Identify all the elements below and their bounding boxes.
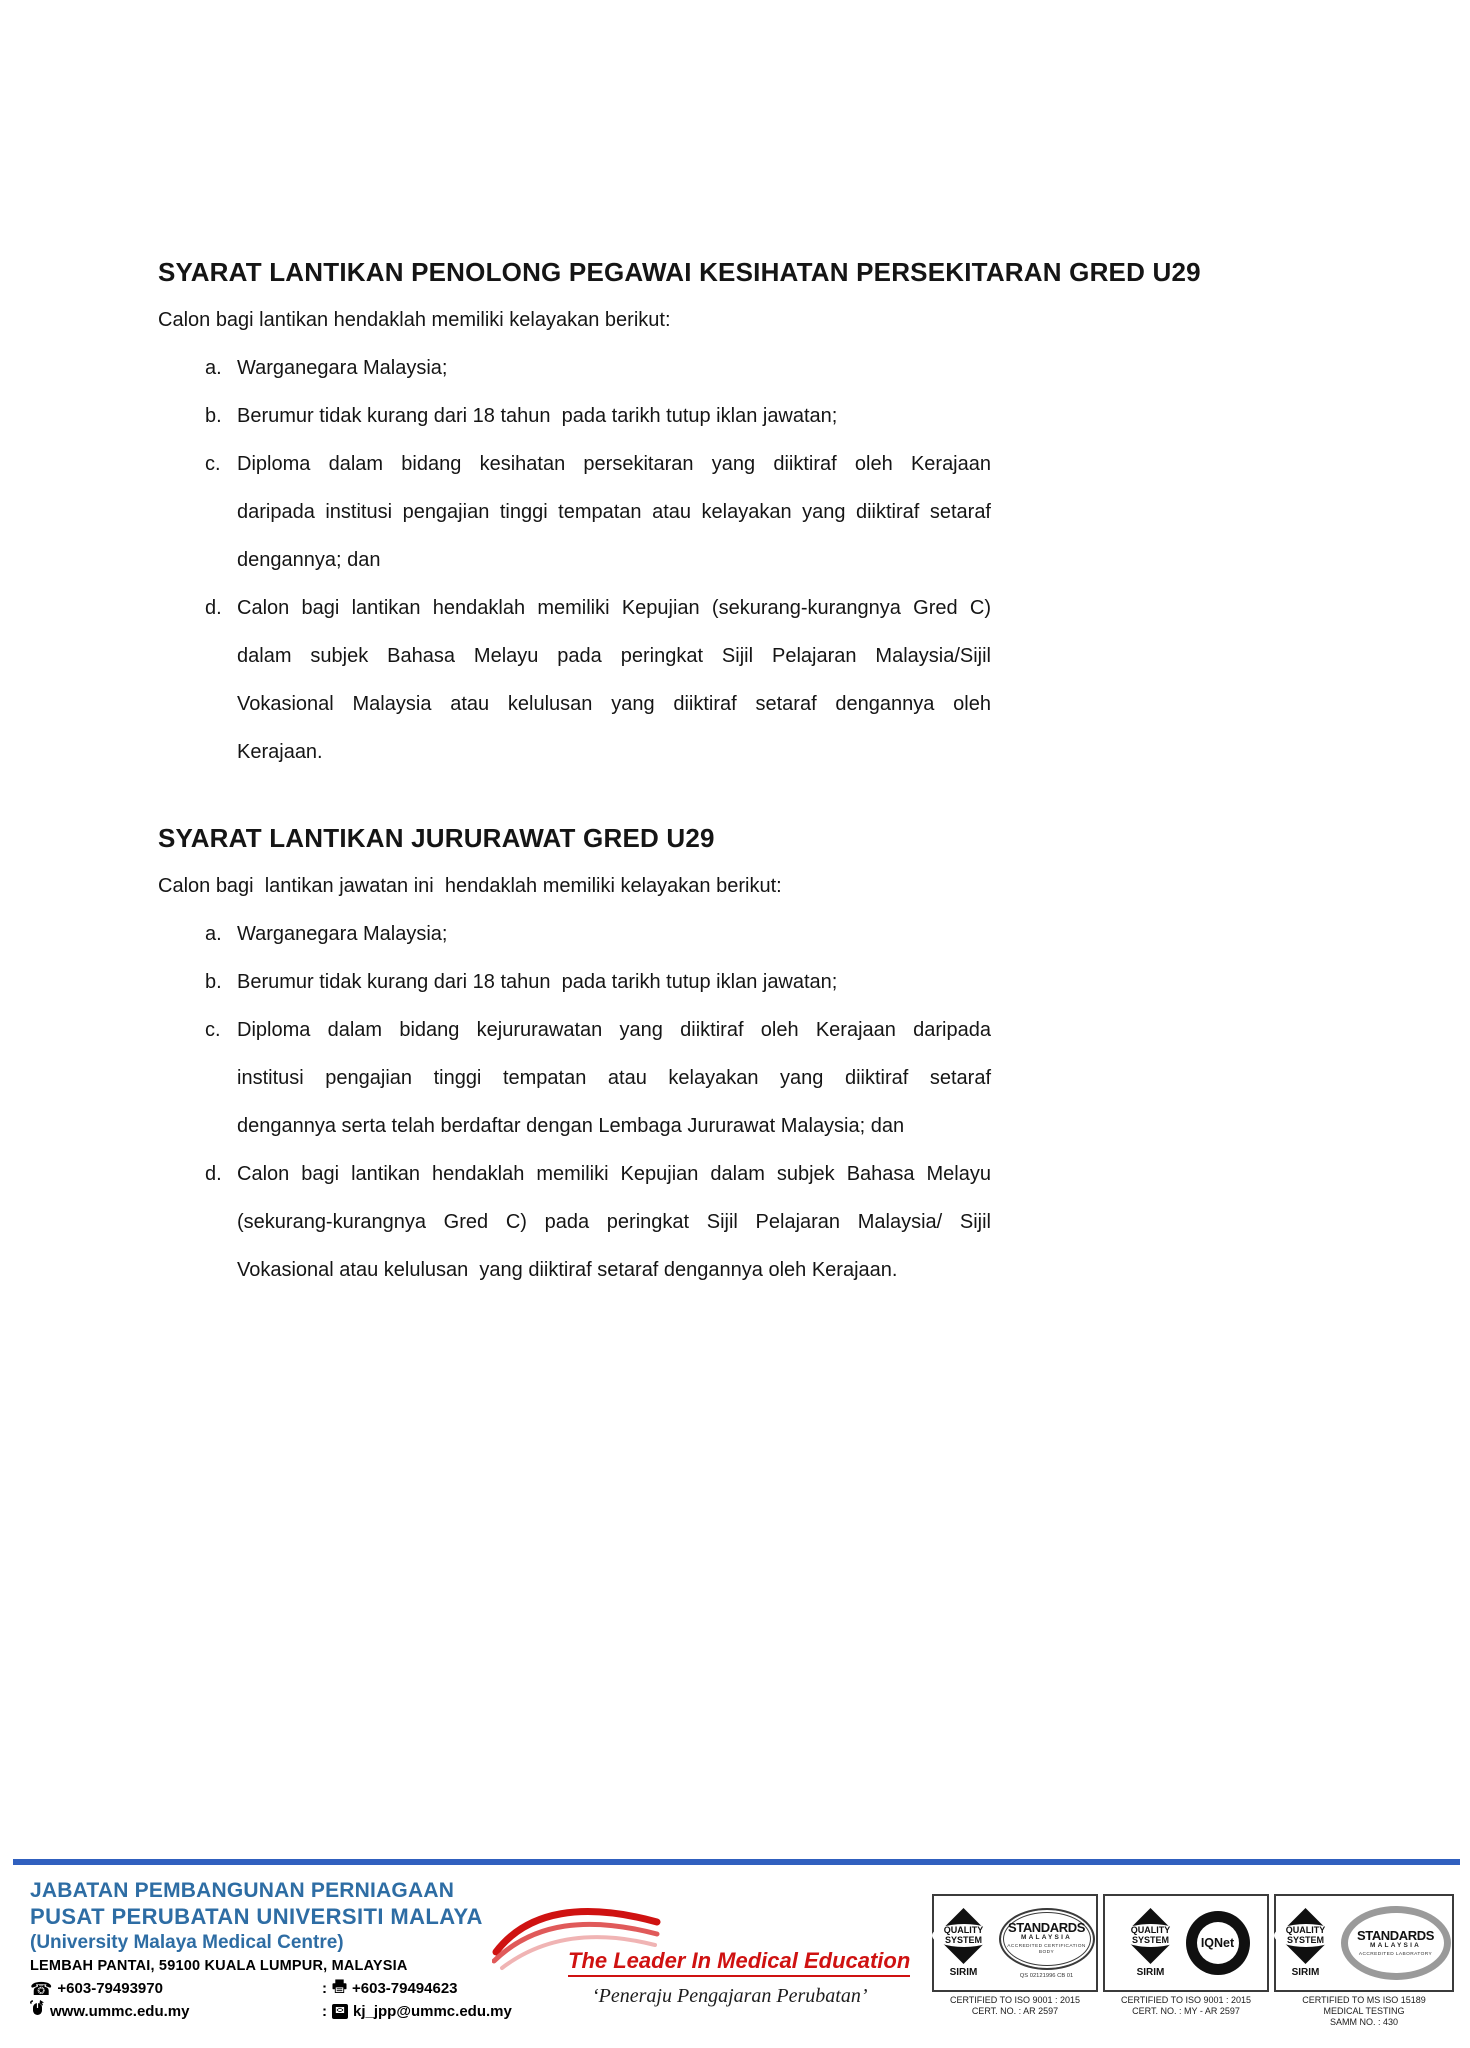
email-envelope-icon: ✉ bbox=[332, 2004, 348, 2019]
sirim-label: SIRIM bbox=[1291, 1967, 1320, 1978]
standards-malaysia-seal bbox=[999, 1908, 1095, 1970]
seal-subtitle: MALAYSIA bbox=[1370, 1941, 1421, 1949]
badge-seal bbox=[999, 1908, 1095, 1979]
list-item-line: Warganegara Malaysia; bbox=[237, 357, 448, 379]
list-item-letter: b. bbox=[205, 405, 222, 427]
email-separator: : bbox=[322, 2003, 327, 2020]
badge-caption-line: SAMM NO. : 430 bbox=[1329, 2017, 1399, 2027]
contact-row-web-email bbox=[30, 2000, 512, 2023]
list-item-line: Berumur tidak kurang dari 18 tahun pada tarikh tutup iklan jawatan; bbox=[237, 971, 838, 993]
list-item-letter: a. bbox=[205, 357, 222, 379]
iqnet-seal bbox=[1186, 1911, 1250, 1975]
motto-title: The Leader In Medical Education bbox=[568, 1948, 910, 1977]
requirement-list bbox=[158, 910, 991, 1294]
sirim-quality-system-mark bbox=[1123, 1908, 1179, 1978]
fax-separator: : bbox=[322, 1980, 327, 1997]
section-intro: Calon bagi lantikan jawatan ini hendaklah memiliki kelayakan berikut: bbox=[158, 875, 782, 897]
diamond-band-word: SYSTEM bbox=[1131, 1934, 1169, 1945]
badge-frame bbox=[1103, 1894, 1269, 1992]
iqnet-label: IQNet bbox=[1197, 1922, 1239, 1964]
computer-mouse-icon bbox=[30, 2000, 45, 2023]
certification-badge bbox=[932, 1894, 1098, 2017]
sirim-diamond bbox=[1278, 1908, 1334, 1964]
badge-caption-line: CERT. NO. : MY - AR 2597 bbox=[1132, 2006, 1240, 2016]
list-item-letter: a. bbox=[205, 923, 222, 945]
motto-block bbox=[492, 1898, 952, 2028]
badge-caption-line: CERTIFIED TO ISO 9001 : 2015 bbox=[1120, 1995, 1252, 2005]
list-item-letter: b. bbox=[205, 971, 222, 993]
list-item-line: institusi pengajian tinggi tempatan atau kelayakan yang diiktiraf setaraf bbox=[237, 1067, 991, 1089]
list-item bbox=[158, 344, 991, 392]
fax-number: +603-79494623 bbox=[352, 1980, 458, 1997]
list-item-line: Warganegara Malaysia; bbox=[237, 923, 448, 945]
seal-code: QS 02121996 CB 01 bbox=[1019, 1972, 1074, 1979]
list-item bbox=[158, 958, 991, 1006]
badge-caption-line: CERTIFIED TO ISO 9001 : 2015 bbox=[949, 1995, 1081, 2005]
list-item-letter: d. bbox=[205, 1163, 222, 1185]
badge-seal bbox=[1186, 1911, 1250, 1975]
seal-title: STANDARDS bbox=[1007, 1920, 1086, 1935]
badge-caption-line: CERTIFIED TO MS ISO 15189 bbox=[1302, 1995, 1426, 2005]
diamond-band-word: QUALITY bbox=[943, 1925, 984, 1935]
diamond-band-label bbox=[1119, 1924, 1183, 1947]
contact-row-phone-fax bbox=[30, 1977, 512, 2000]
section-intro: Calon bagi lantikan hendaklah memiliki kelayakan berikut: bbox=[158, 309, 671, 331]
section-heading: SYARAT LANTIKAN JURURAWAT GRED U29 bbox=[158, 823, 715, 853]
website-url: www.ummc.edu.my bbox=[50, 2003, 190, 2020]
email-address: kj_jpp@ummc.edu.my bbox=[353, 2003, 512, 2020]
organization-name-malay: PUSAT PERUBATAN UNIVERSITI MALAYA bbox=[30, 1904, 483, 1929]
section-heading: SYARAT LANTIKAN PENOLONG PEGAWAI KESIHATAN PERSEKITARAN GRED U29 bbox=[158, 257, 1201, 287]
list-item-line: (sekurang-kurangnya Gred C) pada peringkat Sijil Pelajaran Malaysia/ Sijil bbox=[237, 1211, 991, 1233]
badge-caption bbox=[932, 1995, 1098, 2017]
phone-icon: ☎ bbox=[30, 1978, 53, 1999]
list-item-line: Berumur tidak kurang dari 18 tahun pada tarikh tutup iklan jawatan; bbox=[237, 405, 838, 427]
list-item-line: Calon bagi lantikan hendaklah memiliki Kepujian (sekurang-kurangnya Gred C) bbox=[237, 597, 991, 619]
badge-frame bbox=[1274, 1894, 1454, 1992]
list-item bbox=[158, 392, 991, 440]
list-item-line: Vokasional Malaysia atau kelulusan yang diiktiraf setaraf dengannya oleh bbox=[237, 693, 991, 715]
standards-malaysia-seal bbox=[1341, 1906, 1451, 1980]
phone-number: +603-79493970 bbox=[57, 1980, 163, 1997]
footer-organization-block bbox=[30, 1878, 512, 2023]
sirim-quality-system-mark bbox=[1278, 1908, 1334, 1978]
list-item-line: Diploma dalam bidang kejururawatan yang diiktiraf oleh Kerajaan daripada bbox=[237, 1019, 991, 1041]
diamond-band-word: SYSTEM bbox=[1286, 1934, 1324, 1945]
sirim-quality-system-mark bbox=[936, 1908, 992, 1978]
list-item-line: dengannya serta telah berdaftar dengan Lembaga Jururawat Malaysia; dan bbox=[237, 1115, 905, 1137]
organization-name-english: (University Malaya Medical Centre) bbox=[30, 1932, 344, 1953]
list-item-line: Diploma dalam bidang kesihatan persekitaran yang diiktiraf oleh Kerajaan bbox=[237, 453, 991, 475]
seal-ring-text: ACCREDITED LABORATORY bbox=[1358, 1951, 1433, 1957]
badge-frame bbox=[932, 1894, 1098, 1992]
list-item bbox=[158, 440, 991, 584]
list-item-letter: c. bbox=[205, 1019, 221, 1041]
sirim-label: SIRIM bbox=[1136, 1967, 1165, 1978]
diamond-band-word: QUALITY bbox=[1285, 1925, 1326, 1935]
certification-badge bbox=[1103, 1894, 1269, 2017]
badge-caption bbox=[1274, 1995, 1454, 2028]
diamond-band-label bbox=[1274, 1924, 1338, 1947]
list-item bbox=[158, 584, 991, 776]
fax-printer-icon bbox=[332, 1977, 347, 2000]
list-item-line: Kerajaan. bbox=[237, 741, 323, 763]
certification-badge bbox=[1274, 1894, 1454, 2028]
diamond-band-word: QUALITY bbox=[1130, 1925, 1171, 1935]
list-item-line: Vokasional atau kelulusan yang diiktiraf setaraf dengannya oleh Kerajaan. bbox=[237, 1259, 898, 1281]
list-item bbox=[158, 910, 991, 958]
certification-badges bbox=[932, 1894, 1454, 2028]
seal-title: STANDARDS bbox=[1356, 1927, 1435, 1943]
address-line: LEMBAH PANTAI, 59100 KUALA LUMPUR, MALAYSIA bbox=[30, 1958, 408, 1974]
department-name: JABATAN PEMBANGUNAN PERNIAGAAN bbox=[30, 1879, 455, 1902]
sirim-label: SIRIM bbox=[949, 1967, 978, 1978]
list-item-line: daripada institusi pengajian tinggi tempatan atau kelayakan yang diiktiraf setaraf bbox=[237, 501, 991, 523]
sirim-diamond bbox=[936, 1908, 992, 1964]
badge-caption bbox=[1103, 1995, 1269, 2017]
list-item-letter: d. bbox=[205, 597, 222, 619]
seal-ring-text: ACCREDITED CERTIFICATION BODY bbox=[1007, 1944, 1086, 1955]
list-item-line: dengannya; dan bbox=[237, 549, 381, 571]
badge-caption-line: CERT. NO. : AR 2597 bbox=[971, 2006, 1059, 2016]
sirim-diamond bbox=[1123, 1908, 1179, 1964]
diamond-band-word: SYSTEM bbox=[944, 1934, 982, 1945]
document-body bbox=[158, 248, 1201, 1294]
footer-divider-line bbox=[13, 1859, 1460, 1865]
requirement-list bbox=[158, 344, 991, 776]
list-item bbox=[158, 1006, 991, 1150]
motto-tagline: ‘Peneraju Pengajaran Perubatan’ bbox=[592, 1985, 868, 2007]
list-item-letter: c. bbox=[205, 453, 221, 475]
qualification-section bbox=[158, 248, 1201, 776]
badge-caption-line: MEDICAL TESTING bbox=[1323, 2006, 1405, 2016]
list-item-line: dalam subjek Bahasa Melayu pada peringkat Sijil Pelajaran Malaysia/Sijil bbox=[237, 645, 991, 667]
list-item-line: Calon bagi lantikan hendaklah memiliki Kepujian dalam subjek Bahasa Melayu bbox=[237, 1163, 991, 1185]
qualification-section bbox=[158, 814, 991, 1294]
diamond-band-label bbox=[932, 1924, 996, 1947]
badge-seal bbox=[1341, 1906, 1451, 1980]
seal-subtitle: MALAYSIA bbox=[1021, 1934, 1072, 1941]
list-item bbox=[158, 1150, 991, 1294]
